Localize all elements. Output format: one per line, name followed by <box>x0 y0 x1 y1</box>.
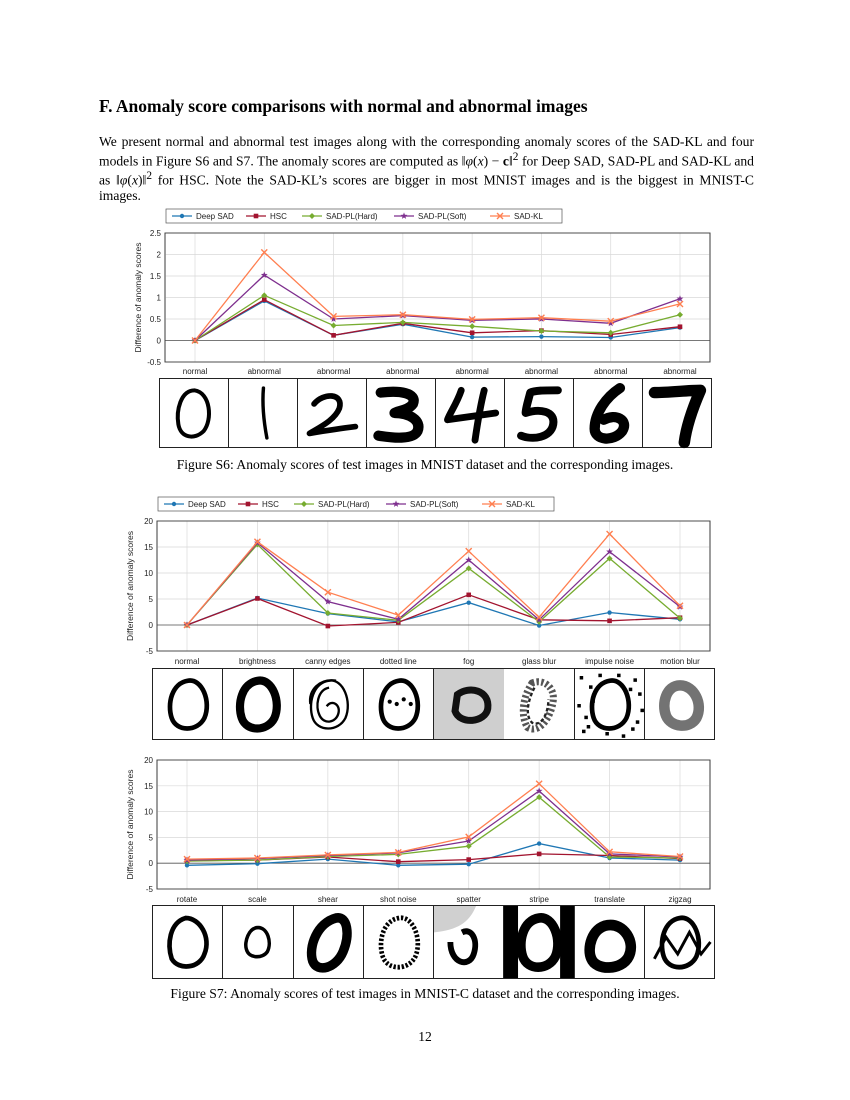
intro-paragraph: We present normal and abnormal test images along with the corresponding anomaly scores of the SAD-KL and four models in Figure S6 and S7. The anomaly scores are computed as ‖φ(x) − c‖$^2$ for Deep SAD, SAD-PL and SAD-KL and as ‖φ(x)‖$^2$ for HSC. Note the SAD-KL’s scores are bigger in most MNIST images and is the biggest in MNIST-C images. <box>99 134 754 203</box>
x-tick-label: zigzag <box>668 895 692 904</box>
digit-image-6 <box>574 379 643 447</box>
x-tick-label: canny edges <box>305 657 351 666</box>
y-tick-label: 2 <box>156 250 161 260</box>
legend-marker <box>172 502 176 506</box>
data-point <box>467 600 471 604</box>
x-tick-label: abnormal <box>594 367 628 376</box>
data-point <box>467 862 471 866</box>
corruption-image-scale <box>223 906 293 978</box>
data-point <box>466 593 471 598</box>
corruption-image-motion-blur <box>645 669 714 739</box>
legend-label: SAD-KL <box>514 212 543 221</box>
y-tick-label: 15 <box>144 781 153 791</box>
y-tick-label: 10 <box>144 807 153 817</box>
figure-s7-images-bottom <box>152 905 715 979</box>
figure-s7-chart-bottom <box>125 752 718 907</box>
corruption-image-normal <box>153 669 223 739</box>
y-tick-label: 0 <box>148 859 153 869</box>
corruption-image-impulse-noise <box>575 669 645 739</box>
y-tick-label: 2.5 <box>149 229 161 238</box>
digit-image-5 <box>505 379 574 447</box>
digit-image-0 <box>160 379 229 447</box>
corruption-image-glass-blur <box>504 669 574 739</box>
y-tick-label: -0.5 <box>147 358 161 367</box>
legend-marker <box>254 214 259 219</box>
data-point <box>255 596 260 601</box>
legend-label: SAD-PL(Hard) <box>318 500 370 509</box>
x-tick-label: abnormal <box>455 367 489 376</box>
y-tick-label: 5 <box>148 595 153 604</box>
y-tick-label: 20 <box>144 517 153 526</box>
y-tick-label: -5 <box>145 647 153 656</box>
legend-label: SAD-PL(Hard) <box>326 212 378 221</box>
figure-s7-chart-top <box>125 496 718 668</box>
legend-label: Deep SAD <box>196 212 234 221</box>
x-tick-label: shot noise <box>380 895 417 904</box>
corruption-image-stripe <box>504 906 574 978</box>
legend-label: Deep SAD <box>188 500 226 509</box>
y-tick-label: 20 <box>144 756 153 765</box>
corruption-image-spatter <box>434 906 504 978</box>
data-point <box>537 841 541 845</box>
x-tick-label: abnormal <box>386 367 420 376</box>
figure-s7-caption: Figure S7: Anomaly scores of test images in MNIST-C dataset and the corresponding images. <box>170 986 680 1001</box>
data-point <box>607 610 611 614</box>
chart-legend <box>166 209 562 223</box>
digit-image-3 <box>367 379 436 447</box>
x-tick-label: stripe <box>529 895 549 904</box>
legend-marker <box>246 502 251 507</box>
x-tick-label: shear <box>317 895 338 904</box>
x-tick-label: abnormal <box>524 367 559 376</box>
digit-image-4 <box>436 379 505 447</box>
figure-s7-images-top <box>152 668 715 740</box>
x-tick-label: glass blur <box>522 657 557 666</box>
legend-marker <box>180 214 184 218</box>
x-tick-label: normal <box>182 367 208 376</box>
y-tick-label: 15 <box>144 543 153 552</box>
chart-legend <box>158 497 554 511</box>
y-axis-label: Difference of anomaly scores <box>125 531 135 641</box>
corruption-image-brightness <box>223 669 293 739</box>
corruption-image-dotted-line <box>364 669 434 739</box>
y-tick-label: 1 <box>156 293 161 303</box>
data-point <box>678 324 683 329</box>
legend-label: HSC <box>262 500 279 509</box>
corruption-image-fog <box>434 669 504 739</box>
page-number: 12 <box>418 1029 432 1044</box>
y-axis-label: Difference of anomaly scores <box>133 242 143 353</box>
figure-s6-images <box>159 378 712 448</box>
x-tick-label: abnormal <box>247 367 281 376</box>
x-tick-label: spatter <box>456 895 481 904</box>
x-tick-label: motion blur <box>660 657 700 666</box>
figure-s6-caption: Figure S6: Anomaly scores of test images in MNIST dataset and the corresponding images. <box>176 457 674 472</box>
x-tick-label: translate <box>594 895 625 904</box>
y-tick-label: 0.5 <box>149 315 161 324</box>
data-point <box>331 333 336 338</box>
digit-image-7 <box>643 379 711 447</box>
y-tick-label: 10 <box>144 569 153 578</box>
section-title: F. Anomaly score comparisons with normal and abnormal images <box>99 96 588 116</box>
x-tick-label: normal <box>174 657 200 666</box>
plot-area <box>157 760 710 889</box>
legend-label: SAD-PL(Soft) <box>410 500 459 509</box>
data-point <box>470 335 474 339</box>
data-point <box>466 857 471 862</box>
y-tick-label: 0 <box>148 621 153 630</box>
x-tick-label: rotate <box>176 895 198 904</box>
data-point <box>539 334 543 338</box>
corruption-image-translate <box>575 906 645 978</box>
corruption-image-canny-edges <box>294 669 364 739</box>
figure-s6-chart <box>128 208 718 380</box>
data-point <box>326 624 331 629</box>
x-tick-label: dotted line <box>379 657 417 666</box>
digit-image-2 <box>298 379 367 447</box>
x-tick-label: scale <box>248 895 267 904</box>
legend-label: SAD-KL <box>506 500 535 509</box>
x-tick-label: impulse noise <box>585 657 635 666</box>
legend-label: SAD-PL(Soft) <box>418 212 467 221</box>
x-tick-label: brightness <box>238 657 276 666</box>
y-axis-label: Difference of anomaly scores <box>125 769 135 880</box>
legend-label: HSC <box>270 212 287 221</box>
corruption-image-shear <box>294 906 364 978</box>
data-point <box>470 330 475 335</box>
data-point <box>396 859 401 864</box>
y-tick-label: 5 <box>148 833 153 843</box>
x-tick-label: abnormal <box>663 367 697 376</box>
y-tick-label: 0 <box>156 336 161 346</box>
digit-image-1 <box>229 379 298 447</box>
plot-area <box>157 521 710 651</box>
y-tick-label: -5 <box>145 885 153 894</box>
data-point <box>537 852 542 857</box>
data-point <box>607 619 612 624</box>
x-tick-label: abnormal <box>316 367 351 376</box>
corruption-image-zigzag <box>645 906 714 978</box>
y-tick-label: 1.5 <box>149 272 161 281</box>
corruption-image-rotate <box>153 906 223 978</box>
corruption-image-shot-noise <box>364 906 434 978</box>
x-tick-label: fog <box>463 657 475 666</box>
